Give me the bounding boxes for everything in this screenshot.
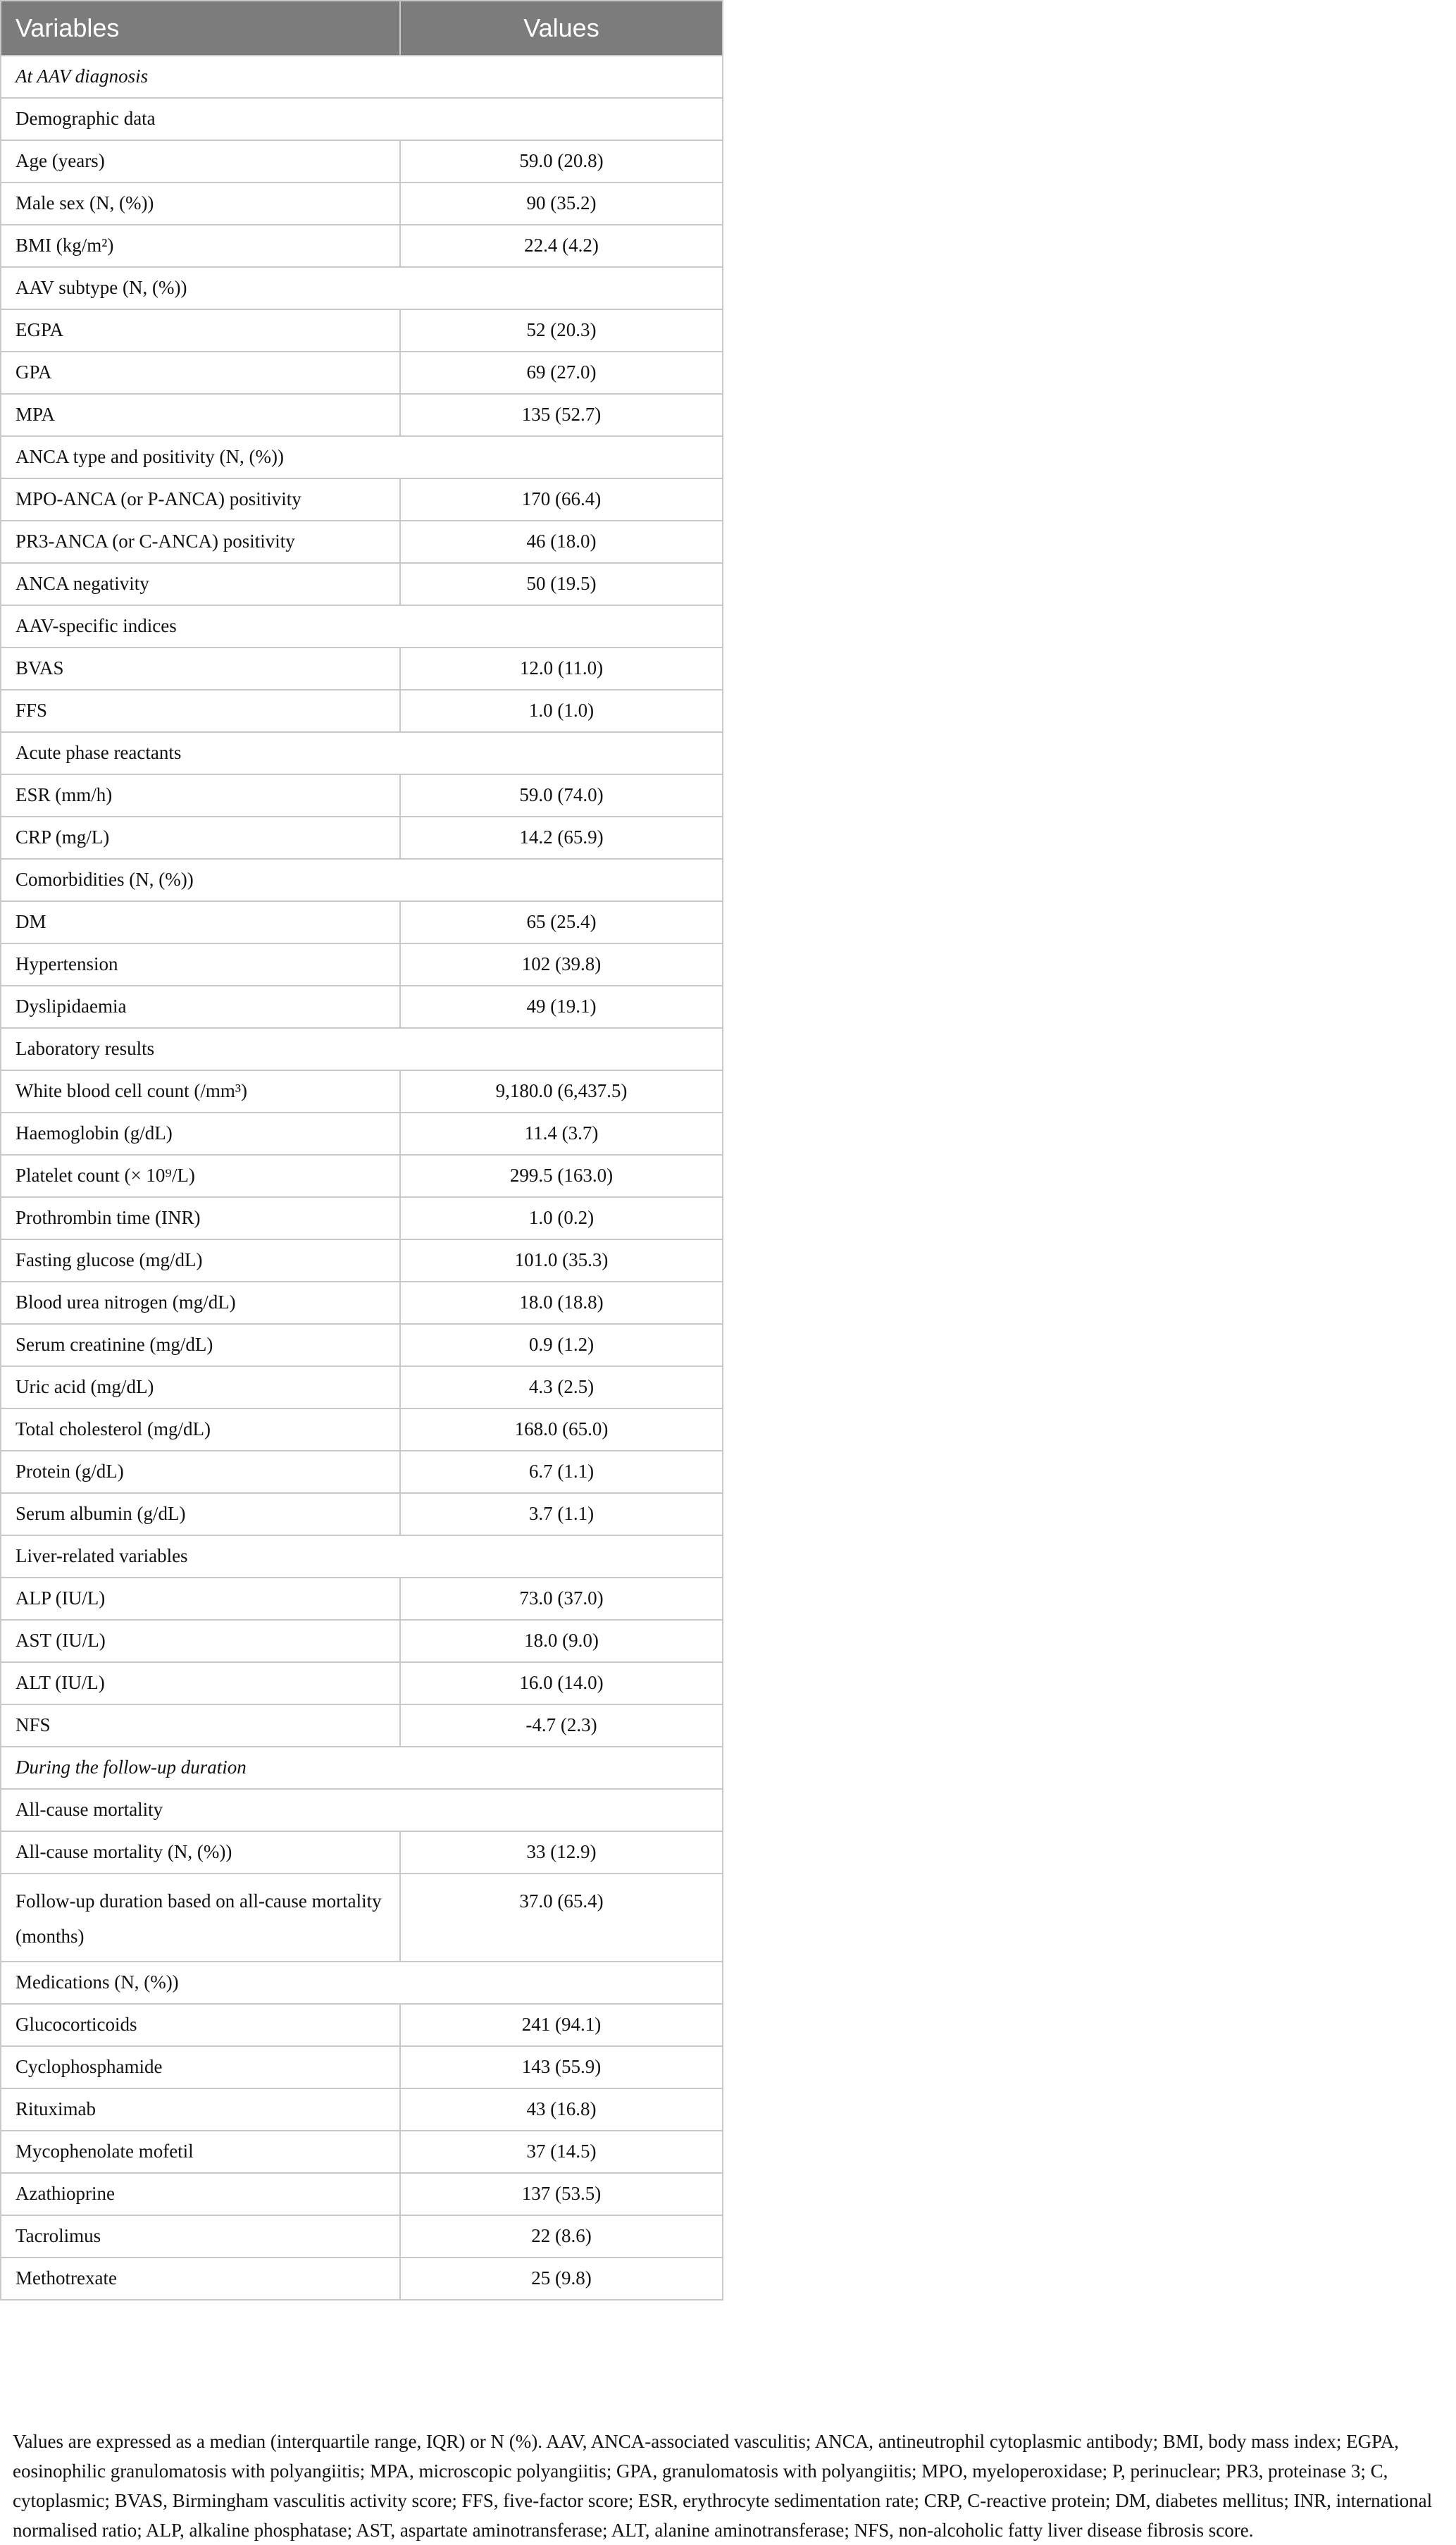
table-row [1, 1620, 723, 1662]
table-row [1, 2258, 723, 2300]
group-row [1, 436, 723, 478]
table-row [1, 225, 723, 267]
row-label: PR3-ANCA (or C-ANCA) positivity [1, 521, 400, 563]
group-label: Comorbidities (N, (%)) [1, 859, 723, 901]
row-value: 43 (16.8) [400, 2088, 723, 2131]
group-row [1, 859, 723, 901]
row-value: 18.0 (18.8) [400, 1282, 723, 1324]
row-label: Mycophenolate mofetil [1, 2131, 400, 2173]
row-value: 241 (94.1) [400, 2004, 723, 2046]
group-label: All-cause mortality [1, 1789, 723, 1831]
group-label: Demographic data [1, 98, 723, 140]
group-row [1, 1789, 723, 1831]
table-row [1, 2088, 723, 2131]
table-row [1, 690, 723, 732]
row-value: -4.7 (2.3) [400, 1704, 723, 1747]
table-body [1, 56, 723, 2300]
row-label: All-cause mortality (N, (%)) [1, 1831, 400, 1874]
row-value: 6.7 (1.1) [400, 1451, 723, 1493]
table-row [1, 1366, 723, 1408]
row-value: 65 (25.4) [400, 901, 723, 943]
row-label: MPO-ANCA (or P-ANCA) positivity [1, 478, 400, 521]
group-label: ANCA type and positivity (N, (%)) [1, 436, 723, 478]
row-value: 33 (12.9) [400, 1831, 723, 1874]
row-label: Azathioprine [1, 2173, 400, 2215]
table-row [1, 648, 723, 690]
row-value: 102 (39.8) [400, 943, 723, 986]
group-label: AAV-specific indices [1, 605, 723, 648]
section-row [1, 1747, 723, 1789]
table-row [1, 1662, 723, 1704]
table-row [1, 2173, 723, 2215]
row-label: Glucocorticoids [1, 2004, 400, 2046]
row-label: BVAS [1, 648, 400, 690]
table-row [1, 1874, 723, 1962]
row-value: 52 (20.3) [400, 309, 723, 352]
row-value: 25 (9.8) [400, 2258, 723, 2300]
row-label: Hypertension [1, 943, 400, 986]
table-row [1, 986, 723, 1028]
row-label: Total cholesterol (mg/dL) [1, 1408, 400, 1451]
row-value: 50 (19.5) [400, 563, 723, 605]
table-row [1, 1451, 723, 1493]
row-value: 9,180.0 (6,437.5) [400, 1070, 723, 1113]
table-row [1, 2215, 723, 2258]
row-label: FFS [1, 690, 400, 732]
table-row [1, 1408, 723, 1451]
row-label: Serum albumin (g/dL) [1, 1493, 400, 1535]
row-value: 49 (19.1) [400, 986, 723, 1028]
data-table [0, 0, 723, 2301]
row-label: Cyclophosphamide [1, 2046, 400, 2088]
group-row [1, 605, 723, 648]
row-value: 73.0 (37.0) [400, 1578, 723, 1620]
table-row [1, 774, 723, 817]
row-label: ALT (IU/L) [1, 1662, 400, 1704]
row-label: Protein (g/dL) [1, 1451, 400, 1493]
group-row [1, 267, 723, 309]
row-label: BMI (kg/m²) [1, 225, 400, 267]
section-label: During the follow-up duration [1, 1747, 723, 1789]
row-value: 46 (18.0) [400, 521, 723, 563]
group-label: AAV subtype (N, (%)) [1, 267, 723, 309]
row-label: Methotrexate [1, 2258, 400, 2300]
row-value: 1.0 (0.2) [400, 1197, 723, 1239]
header-values: Values [400, 1, 723, 56]
row-value: 22.4 (4.2) [400, 225, 723, 267]
row-value: 59.0 (20.8) [400, 140, 723, 182]
section-row [1, 56, 723, 98]
row-value: 4.3 (2.5) [400, 1366, 723, 1408]
table-row [1, 1493, 723, 1535]
table-row [1, 1831, 723, 1874]
row-value: 59.0 (74.0) [400, 774, 723, 817]
row-value: 22 (8.6) [400, 2215, 723, 2258]
row-value: 14.2 (65.9) [400, 817, 723, 859]
row-label: Haemoglobin (g/dL) [1, 1113, 400, 1155]
row-value: 101.0 (35.3) [400, 1239, 723, 1282]
row-value: 0.9 (1.2) [400, 1324, 723, 1366]
group-label: Laboratory results [1, 1028, 723, 1070]
table-row [1, 394, 723, 436]
table-row [1, 2046, 723, 2088]
group-label: Liver-related variables [1, 1535, 723, 1578]
row-label: Fasting glucose (mg/dL) [1, 1239, 400, 1282]
table-row [1, 2131, 723, 2173]
row-label: DM [1, 901, 400, 943]
row-label: Male sex (N, (%)) [1, 182, 400, 225]
group-label: Medications (N, (%)) [1, 1962, 723, 2004]
group-label: Acute phase reactants [1, 732, 723, 774]
group-row [1, 1535, 723, 1578]
row-value: 12.0 (11.0) [400, 648, 723, 690]
row-label: Blood urea nitrogen (mg/dL) [1, 1282, 400, 1324]
row-value: 143 (55.9) [400, 2046, 723, 2088]
row-label: Rituximab [1, 2088, 400, 2131]
table-row [1, 943, 723, 986]
table-row [1, 563, 723, 605]
group-row [1, 1962, 723, 2004]
row-label: EGPA [1, 309, 400, 352]
row-label: MPA [1, 394, 400, 436]
table-row [1, 1282, 723, 1324]
row-value: 16.0 (14.0) [400, 1662, 723, 1704]
table-row [1, 1070, 723, 1113]
table-row [1, 478, 723, 521]
row-value: 299.5 (163.0) [400, 1155, 723, 1197]
row-value: 135 (52.7) [400, 394, 723, 436]
row-label: White blood cell count (/mm³) [1, 1070, 400, 1113]
table-row [1, 1155, 723, 1197]
row-value: 18.0 (9.0) [400, 1620, 723, 1662]
table-row [1, 1197, 723, 1239]
row-label: ALP (IU/L) [1, 1578, 400, 1620]
row-value: 69 (27.0) [400, 352, 723, 394]
table-row [1, 521, 723, 563]
table-row [1, 140, 723, 182]
row-label: Follow-up duration based on all-cause mortality (months) [1, 1874, 400, 1962]
table-row [1, 182, 723, 225]
row-label: Tacrolimus [1, 2215, 400, 2258]
row-value: 11.4 (3.7) [400, 1113, 723, 1155]
table-row [1, 901, 723, 943]
row-label: Age (years) [1, 140, 400, 182]
table-row [1, 352, 723, 394]
row-value: 170 (66.4) [400, 478, 723, 521]
table-footnote: Values are expressed as a median (interquartile range, IQR) or N (%). AAV, ANCA-associated vasculitis; ANCA, antineutrophil cytoplasmic antibody; BMI, body mass index; EGPA, eosinophilic granulomatosis with polyangiitis; MPA, microscopic polyangiitis; GPA, granulomatosis with polyangiitis; MPO, myeloperoxidase; P, perinuclear; PR3, proteinase 3; C, cytoplasmic; BVAS, Birmingham vasculitis activity score; FFS, five-factor score; ESR, erythrocyte sedimentation rate; CRP, C-reactive protein; DM, diabetes mellitus; INR, international normalised ratio; ALP, alkaline phosphatase; AST, aspartate aminotransferase; ALT, alanine aminotransferase; NFS, non-alcoholic fatty liver disease fibrosis score. [13, 2431, 1433, 2541]
table-row [1, 1239, 723, 1282]
table-row [1, 1324, 723, 1366]
header-variables: Variables [1, 1, 400, 56]
table-row [1, 2004, 723, 2046]
group-row [1, 732, 723, 774]
row-label: ANCA negativity [1, 563, 400, 605]
row-value: 37.0 (65.4) [400, 1874, 723, 1962]
section-label: At AAV diagnosis [1, 56, 723, 98]
row-label: NFS [1, 1704, 400, 1747]
row-value: 168.0 (65.0) [400, 1408, 723, 1451]
row-label: Uric acid (mg/dL) [1, 1366, 400, 1408]
row-label: CRP (mg/L) [1, 817, 400, 859]
row-label: AST (IU/L) [1, 1620, 400, 1662]
row-value: 37 (14.5) [400, 2131, 723, 2173]
row-label: ESR (mm/h) [1, 774, 400, 817]
table-row [1, 817, 723, 859]
row-value: 1.0 (1.0) [400, 690, 723, 732]
group-row [1, 1028, 723, 1070]
row-label: Platelet count (× 10⁹/L) [1, 1155, 400, 1197]
row-label: Serum creatinine (mg/dL) [1, 1324, 400, 1366]
table-row [1, 309, 723, 352]
table-row [1, 1578, 723, 1620]
table-row [1, 1113, 723, 1155]
row-value: 3.7 (1.1) [400, 1493, 723, 1535]
row-label: Dyslipidaemia [1, 986, 400, 1028]
table-row [1, 1704, 723, 1747]
table-header-row [1, 1, 723, 56]
row-value: 137 (53.5) [400, 2173, 723, 2215]
row-label: Prothrombin time (INR) [1, 1197, 400, 1239]
row-label: GPA [1, 352, 400, 394]
row-value: 90 (35.2) [400, 182, 723, 225]
group-row [1, 98, 723, 140]
